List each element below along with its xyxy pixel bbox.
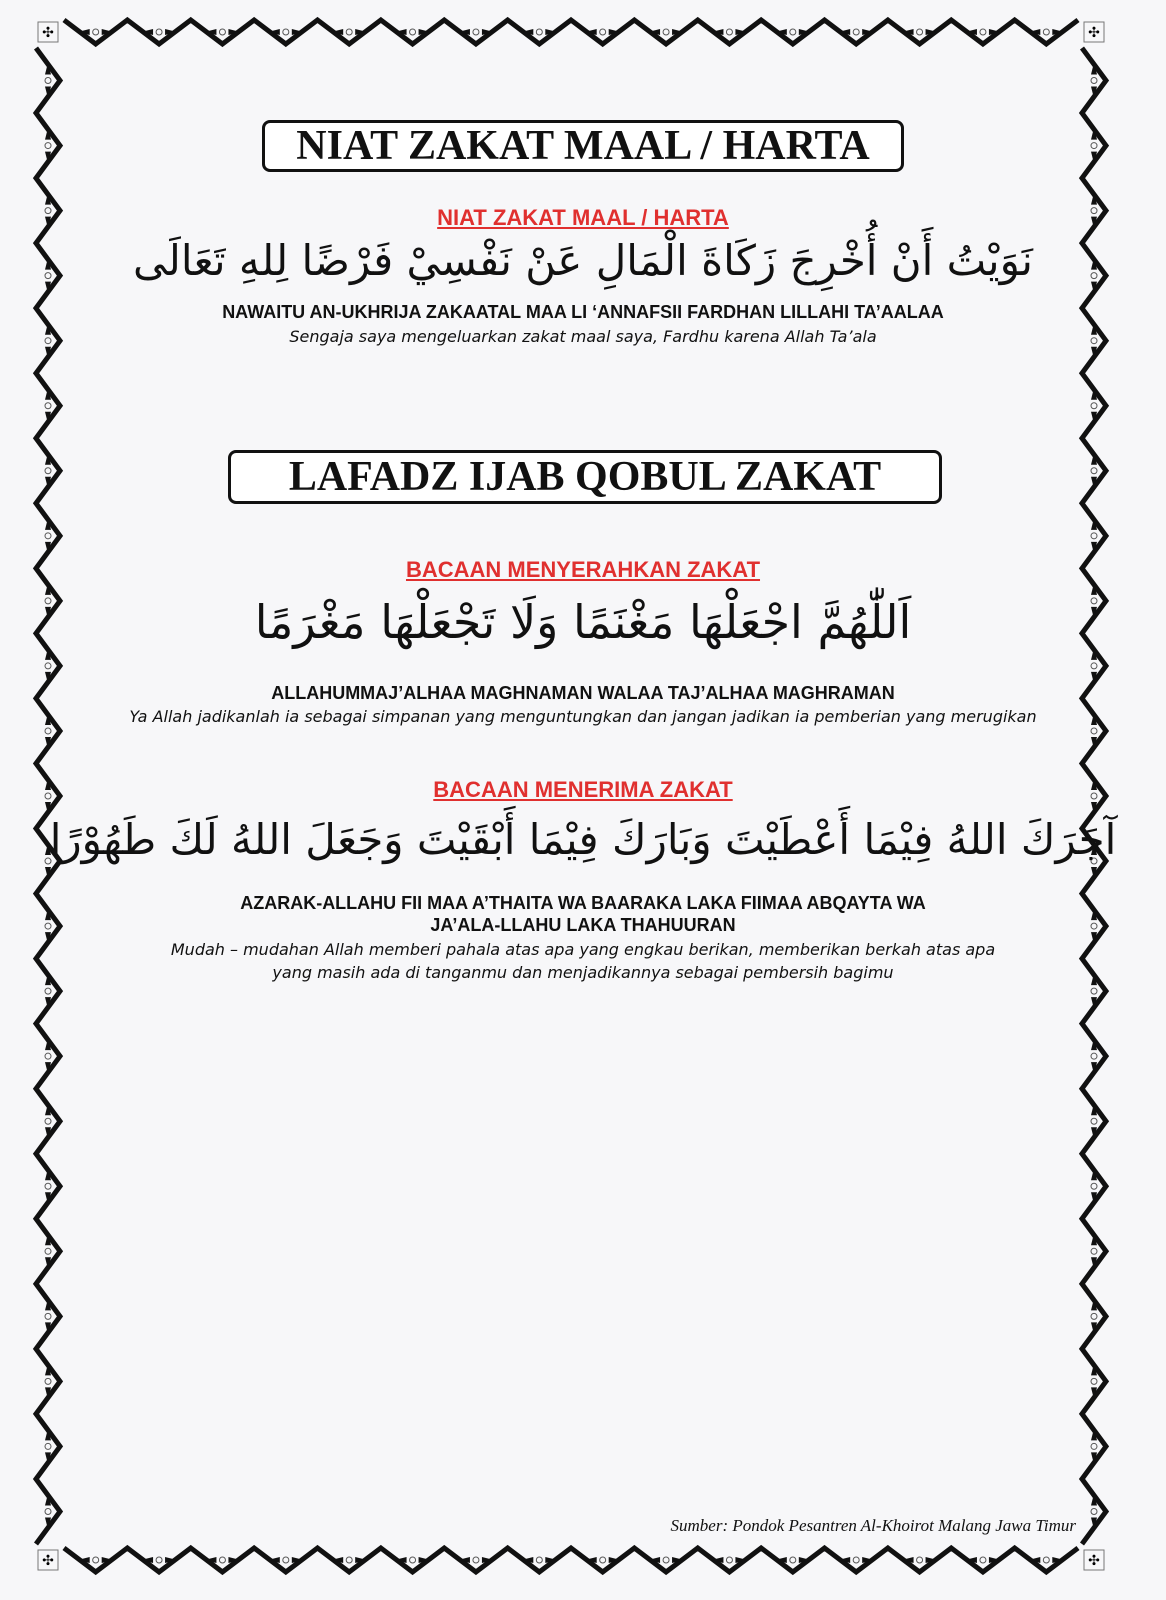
translation-menerima-line2: yang masih ada di tanganmu dan menjadikannya sebagai pembersih bagimu (272, 963, 894, 982)
section-title-ijab-qobul: LAFADZ IJAB QOBUL ZAKAT (228, 450, 942, 504)
svg-text:✣: ✣ (42, 1552, 54, 1568)
latin-menerima-line1: AZARAK-ALLAHU FII MAA A’THAITA WA BAARAKA LAKA FIIMAA ABQAYTA WA (240, 893, 926, 913)
subtitle-niat: NIAT ZAKAT MAAL / HARTA (437, 205, 729, 230)
arabic-niat: نَوَيْتُ أَنْ أُخْرِجَ زَكَاةَ الْمَالِ عَنْ نَفْسِيْ فَرْضًا لِلهِ تَعَالَى (133, 236, 1033, 285)
section-title-niat: NIAT ZAKAT MAAL / HARTA (262, 120, 904, 172)
svg-text:✣: ✣ (1088, 24, 1100, 40)
latin-menyerahkan: ALLAHUMMAJ’ALHAA MAGHNAMAN WALAA TAJ’ALHAA MAGHRAMAN (271, 683, 895, 703)
translation-menerima-line1: Mudah – mudahan Allah memberi pahala atas apa yang engkau berikan, memberikan berkah atas apa (170, 940, 996, 959)
subtitle-menyerahkan: BACAAN MENYERAHKAN ZAKAT (405, 557, 761, 582)
source-credit: Sumber: Pondok Pesantren Al-Khoirot Malang Jawa Timur (670, 1516, 1076, 1535)
translation-menyerahkan: Ya Allah jadikanlah ia sebagai simpanan yang menguntungkan dan jangan jadikan ia pemberian yang merugikan (129, 707, 1037, 726)
subtitle-menerima: BACAAN MENERIMA ZAKAT (433, 777, 733, 802)
svg-text:✣: ✣ (1088, 1552, 1100, 1568)
latin-niat: NAWAITU AN-UKHRIJA ZAKAATAL MAA LI ‘ANNAFSII FARDHAN LILLAHI TA’AALAA (222, 302, 944, 322)
translation-niat: Sengaja saya mengeluarkan zakat maal saya, Fardhu karena Allah Ta’ala (289, 327, 877, 346)
latin-menerima-line2: JA’ALA-LLAHU LAKA THAHUURAN (430, 915, 736, 935)
svg-text:✣: ✣ (42, 24, 54, 40)
arabic-menyerahkan: اَللّٰهُمَّ اجْعَلْهَا مَغْنَمًا وَلَا تَجْعَلْهَا مَغْرَمًا (254, 595, 912, 649)
arabic-menerima: آجَرَكَ اللهُ فِيْمَا أَعْطَيْتَ وَبَارَكَ فِيْمَا أَبْقَيْتَ وَجَعَلَ اللهُ لَكَ طَهُوْرًا (49, 815, 1117, 864)
